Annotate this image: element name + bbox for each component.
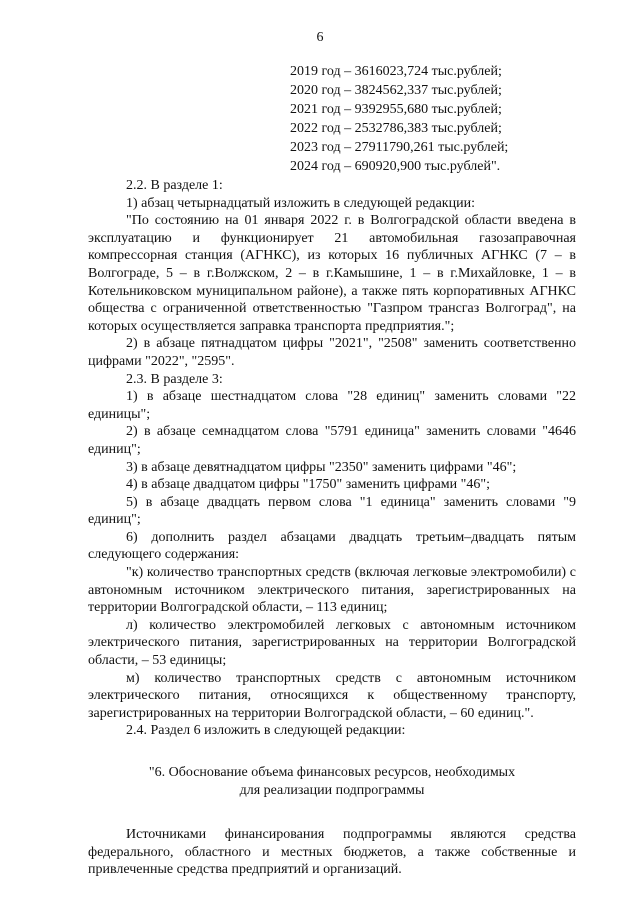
paragraph: 1) абзац четырнадцатый изложить в следующей редакции: [126,195,475,211]
paragraph: "к) количество транспортных средств (включая легковые электромобили) с автономным источником электрического питания, зарегистрированных на территории Волгоградской области, – 113 единиц; [88,565,576,616]
spacer [88,800,576,826]
paragraph: "По состоянию на 01 января 2022 г. в Волгоградской области введена в эксплуатацию и функционирует 21 автомобильная газозаправочная компрессорная станция (АГНКС), из которых 16 публичных АГНКС (7 – в Волгограде, 5 – в г.Волжском, 2 – в г.Камышине, 1 – в г.Михайловке, 1 – в Котельниковском муниципальном районе), а также пять корпоративных АГНКС общества с ограниченной ответственностью "Газпром трансгаз Волгоград", на которых осуществляется заправка транспорта предприятия."; [88,213,576,334]
paragraph: 1) в абзаце шестнадцатом слова "28 единиц" заменить словами "22 единицы"; [88,389,576,422]
section-heading-line: для реализации подпрограммы [239,783,425,798]
paragraph: 4) в абзаце двадцатом цифры "1750" заменить цифрами "46"; [126,477,490,493]
paragraph: л) количество электромобилей легковых с автономным источником электрического питания, зарегистрированных на территории Волгоградской области, – 53 единицы; [88,617,576,669]
year-line: 2024 год – 690920,900 тыс.рублей". [290,159,501,174]
section-heading-line: "6. Обоснование объема финансовых ресурсов, необходимых [148,765,516,780]
paragraph: 2.3. В разделе 3: [126,371,223,387]
year-line: 2021 год – 9392955,680 тыс.рублей; [290,102,502,117]
paragraph: 5) в абзаце двадцать первом слова "1 единица" заменить словами "9 единиц"; [88,494,576,528]
paragraph: 2) в абзаце пятнадцатом цифры "2021", "2508" заменить соответственно цифрами "2022", "2595". [88,336,576,369]
paragraph: 3) в абзаце девятнадцатом цифры "2350" заменить цифрами "46"; [126,459,517,475]
page-number: 6 [316,30,324,45]
final-paragraph: Источниками финансирования подпрограммы являются средства федерального, областного и местных бюджетов, а также собственные и привлеченные средства предприятий и организаций. [88,827,576,878]
paragraph: 6) дополнить раздел абзацами двадцать третьим–двадцать пятым следующего содержания: [88,529,576,563]
paragraph: 2.4. Раздел 6 изложить в следующей редакции: [126,723,406,739]
paragraph: 2) в абзаце семнадцатом слова "5791 единица" заменить словами "4646 единиц"; [88,424,576,457]
paragraph: 2.2. В разделе 1: [126,178,223,193]
section-heading [88,764,576,800]
year-line: 2020 год – 3824562,337 тыс.рублей; [290,83,502,98]
document-body [88,177,576,879]
funding-years-list [290,62,508,176]
year-line: 2019 год – 3616023,724 тыс.рублей; [290,64,502,79]
year-line: 2023 год – 27911790,261 тыс.рублей; [290,140,509,155]
year-line: 2022 год – 2532786,383 тыс.рублей; [290,121,502,136]
paragraph: м) количество транспортных средств с автономным источником электрического питания, относящихся к общественному транспорту, зарегистрированных на территории Волгоградской области, – 60 единиц.". [88,670,576,721]
